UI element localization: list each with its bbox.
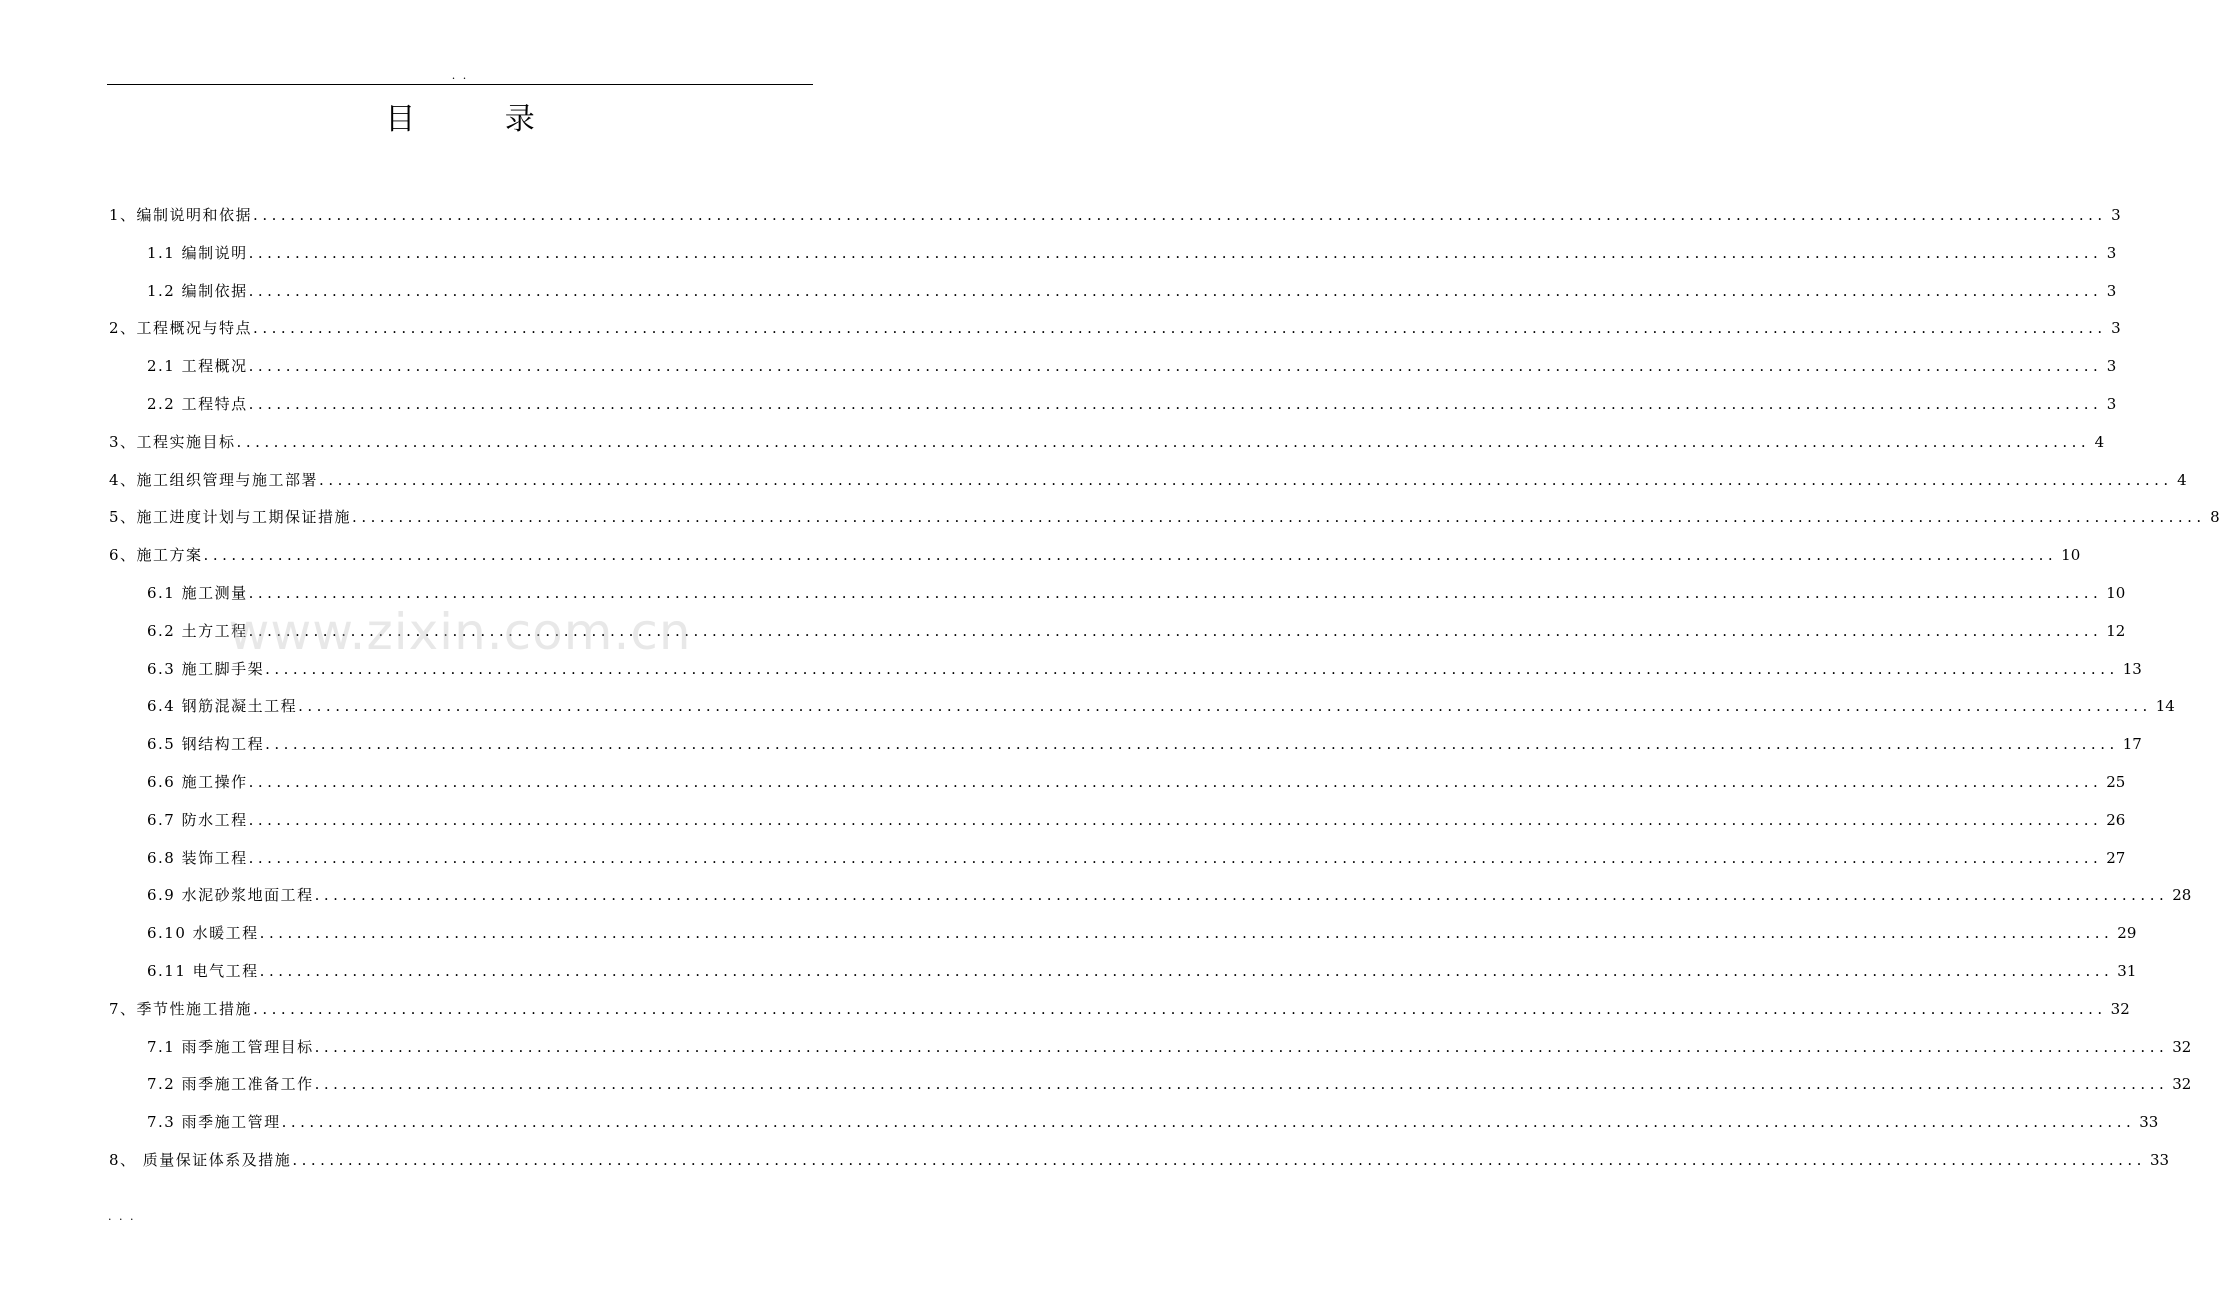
toc-entry-page: 32 (2172, 1075, 2192, 1094)
page-title: 目 录 (385, 102, 575, 137)
toc-entry[interactable] (109, 462, 2187, 500)
toc-entry[interactable] (109, 499, 2220, 537)
toc-entry[interactable] (109, 197, 2121, 235)
toc-entry-label: 6.1 施工测量 (147, 583, 248, 602)
toc-entry-page: 25 (2106, 772, 2126, 791)
toc-entry-label: 6.3 施工脚手架 (147, 659, 265, 678)
toc-entry[interactable] (109, 348, 2117, 386)
toc-entry-label: 6.9 水泥砂浆地面工程 (147, 886, 314, 905)
toc-entry-label: 6.7 防水工程 (147, 810, 248, 829)
toc-entry[interactable] (109, 424, 2105, 462)
toc-entry-page: 27 (2106, 848, 2126, 867)
toc-entry-label: 5、施工进度计划与工期保证措施 (109, 508, 352, 527)
toc-entry-label: 6.10 水暖工程 (147, 924, 259, 943)
toc-entry-page: 29 (2117, 924, 2137, 943)
toc-entry[interactable] (109, 273, 2117, 311)
toc-entry-label: 6.11 电气工程 (147, 961, 259, 980)
toc-entry[interactable] (109, 802, 2126, 840)
toc-leader-dots: ........................................................................................................................................................................................................ (314, 1075, 2169, 1094)
footer-dots: . . . (108, 1210, 136, 1223)
toc-entry-label: 6.6 施工操作 (147, 772, 248, 791)
toc-entry-label: 6.2 土方工程 (147, 621, 248, 640)
header-rule (107, 84, 813, 85)
toc-entry-page: 17 (2122, 735, 2142, 754)
toc-entry-label: 7、季节性施工措施 (109, 999, 253, 1018)
toc-entry[interactable] (109, 1029, 2192, 1067)
toc-entry-label: 2.1 工程概况 (147, 357, 248, 376)
toc-leader-dots: ........................................................................................................................................................................................................ (298, 697, 2152, 716)
toc-entry-label: 2.2 工程特点 (147, 394, 248, 413)
toc-leader-dots: ........................................................................................................................................................................................................ (253, 999, 2107, 1018)
toc-entry-page: 28 (2172, 886, 2192, 905)
toc-entry-page: 26 (2106, 810, 2126, 829)
toc-entry[interactable] (109, 1142, 2170, 1180)
toc-entry[interactable] (109, 613, 2126, 651)
toc-leader-dots: ........................................................................................................................................................................................................ (248, 281, 2103, 300)
toc-entry-page: 4 (2177, 470, 2187, 489)
toc-entry-page: 3 (2106, 394, 2117, 413)
toc-entry-label: 1、编制说明和依据 (109, 206, 253, 224)
toc-entry-label: 7.1 雨季施工管理目标 (147, 1037, 314, 1056)
toc-entry[interactable] (109, 915, 2137, 953)
toc-entry-label: 6.8 装饰工程 (147, 848, 248, 867)
toc-leader-dots: ........................................................................................................................................................................................................ (265, 735, 2119, 754)
toc-leader-dots: ........................................................................................................................................................................................................ (203, 546, 2058, 565)
toc-entry[interactable] (109, 877, 2192, 915)
toc-entry[interactable] (109, 1066, 2192, 1104)
toc-leader-dots: ........................................................................................................................................................................................................ (265, 659, 2119, 678)
toc-entry-page: 3 (2111, 319, 2121, 338)
toc-leader-dots: ........................................................................................................................................................................................................ (248, 621, 2103, 640)
toc-entry[interactable] (109, 386, 2117, 424)
toc-entry-label: 6、施工方案 (109, 546, 203, 565)
table-of-contents (109, 197, 2220, 1180)
toc-entry-label: 1.2 编制依据 (147, 281, 248, 300)
toc-entry-page: 10 (2061, 546, 2081, 565)
toc-entry-page: 3 (2106, 357, 2117, 376)
toc-leader-dots: ........................................................................................................................................................................................................ (314, 886, 2169, 905)
toc-leader-dots: ........................................................................................................................................................................................................ (253, 319, 2107, 338)
toc-entry[interactable] (109, 764, 2126, 802)
toc-entry-label: 4、施工组织管理与施工部署 (109, 470, 319, 489)
toc-leader-dots: ........................................................................................................................................................................................................ (248, 772, 2103, 791)
toc-leader-dots: ........................................................................................................................................................................................................ (259, 924, 2114, 943)
toc-entry[interactable] (109, 991, 2130, 1029)
toc-entry-page: 32 (2110, 999, 2130, 1018)
toc-entry[interactable] (109, 688, 2175, 726)
toc-entry-label: 7.3 雨季施工管理 (147, 1113, 281, 1132)
toc-leader-dots: ........................................................................................................................................................................................................ (248, 243, 2103, 262)
header-dots: . . (451, 69, 469, 82)
toc-leader-dots: ........................................................................................................................................................................................................ (259, 961, 2114, 980)
toc-entry-label: 6.5 钢结构工程 (147, 735, 265, 754)
toc-entry-label: 1.1 编制说明 (147, 243, 248, 262)
toc-leader-dots: ........................................................................................................................................................................................................ (292, 1150, 2146, 1169)
toc-entry-page: 33 (2149, 1150, 2170, 1169)
toc-entry[interactable] (109, 651, 2142, 689)
toc-entry-label: 6.4 钢筋混凝土工程 (147, 697, 298, 716)
toc-leader-dots: ........................................................................................................................................................................................................ (248, 583, 2103, 602)
toc-entry-page: 3 (2111, 206, 2121, 224)
toc-leader-dots: ........................................................................................................................................................................................................ (248, 394, 2103, 413)
toc-entry-page: 31 (2117, 961, 2137, 980)
watermark: www.zixin.com.cn (228, 603, 692, 661)
toc-entry-page: 3 (2106, 281, 2117, 300)
toc-entry[interactable] (109, 575, 2126, 613)
toc-entry-page: 12 (2106, 621, 2126, 640)
toc-entry-page: 14 (2155, 697, 2175, 716)
toc-entry[interactable] (109, 726, 2142, 764)
toc-entry-label: 3、工程实施目标 (109, 432, 236, 451)
toc-entry-label: 2、工程概况与特点 (109, 319, 253, 338)
toc-leader-dots: ........................................................................................................................................................................................................ (319, 470, 2173, 489)
toc-leader-dots: ........................................................................................................................................................................................................ (248, 848, 2103, 867)
toc-entry-page: 32 (2172, 1037, 2192, 1056)
toc-entry[interactable] (109, 953, 2137, 991)
toc-entry-page: 10 (2106, 583, 2126, 602)
toc-entry[interactable] (109, 235, 2117, 273)
toc-leader-dots: ........................................................................................................................................................................................................ (248, 810, 2103, 829)
toc-entry[interactable] (109, 840, 2126, 878)
toc-entry-label: 8、 质量保证体系及措施 (109, 1150, 292, 1169)
toc-entry-label: 7.2 雨季施工准备工作 (147, 1075, 314, 1094)
toc-leader-dots: ........................................................................................................................................................................................................ (352, 508, 2206, 527)
toc-entry[interactable] (109, 1104, 2159, 1142)
toc-leader-dots: ........................................................................................................................................................................................................ (248, 357, 2103, 376)
toc-entry-page: 33 (2139, 1113, 2159, 1132)
toc-leader-dots: ........................................................................................................................................................................................................ (253, 206, 2107, 224)
toc-entry[interactable] (109, 537, 2081, 575)
toc-entry[interactable] (109, 310, 2121, 348)
toc-entry-page: 8 (2210, 508, 2220, 527)
toc-entry-page: 3 (2106, 243, 2117, 262)
toc-leader-dots: ........................................................................................................................................................................................................ (314, 1037, 2169, 1056)
toc-entry-page: 4 (2094, 432, 2105, 451)
toc-entry-page: 13 (2122, 659, 2142, 678)
toc-leader-dots: ........................................................................................................................................................................................................ (281, 1113, 2136, 1132)
toc-leader-dots: ........................................................................................................................................................................................................ (236, 432, 2091, 451)
